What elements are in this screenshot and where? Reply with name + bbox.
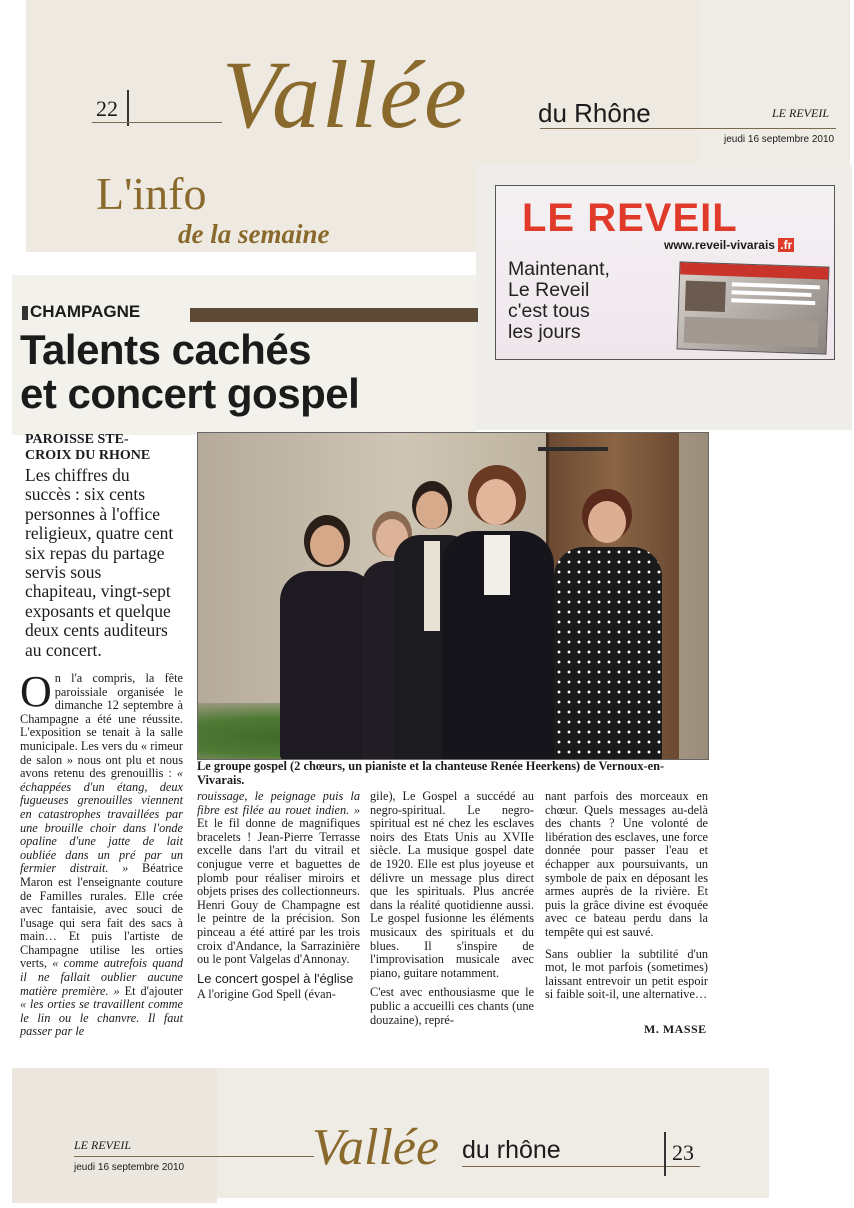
footer-page-number: 23 <box>672 1140 694 1165</box>
ad-url: www.reveil-vivarais <box>664 238 775 252</box>
rubric-label: CHAMPAGNE <box>30 302 141 321</box>
subheading: Le concert gospel à l'église <box>197 970 354 986</box>
footer-title-script: Vallée <box>312 1119 440 1176</box>
col4-text: Sans oublier la subtilité d'un mot, le mot parfois (sometimes) laissant entrevoir un petit espoir si faible soit-il, une alternative… <box>545 946 708 1002</box>
footer-clipping-left <box>12 1068 217 1203</box>
col1-text: Béatrice Maron est l'enseignante couture de Familles rurales. Elle crée avec fantaisie, avec souci de l'usage qui sera fait des sacs à main… Et puis l'artiste de Champagne utilise les orties verts, <box>20 861 184 971</box>
footer-rule-left <box>74 1156 314 1157</box>
photo-caption: Le groupe gospel (2 chœurs, un pianiste et la chanteuse Renée Heerkens) de Vernoux-en-Vivarais. <box>197 759 665 787</box>
gospel-group-photo[interactable] <box>197 432 709 760</box>
lead-text: Les chiffres du succès : six cents personnes à l'office religieux, quatre cent six repas du partage servis sous chapiteau, vingt-sept exposants et quelque deux cents auditeurs au concert. <box>25 465 174 660</box>
col1-quote: « comme autrefois quand il ne fallait oublier aucune matière première. » <box>20 956 183 998</box>
article-column-4 <box>545 790 708 1002</box>
footer-publication: LE REVEIL <box>74 1138 131 1152</box>
section-subtitle: de la semaine <box>178 219 330 249</box>
rubric-block <box>22 306 28 320</box>
reveil-ad[interactable] <box>495 185 835 360</box>
headline-line: Talents cachés <box>20 326 312 373</box>
kicker-line: PAROISSE STE- <box>25 432 129 447</box>
ad-slogan-line: Maintenant, <box>508 258 610 280</box>
col1-quote: « les orties se travaillent comme le lin ou le chanvre. Il faut passer par le <box>20 997 183 1039</box>
page-number-bar <box>127 90 129 126</box>
singer <box>438 465 558 760</box>
article-column-1 <box>20 667 184 1039</box>
col3-text: C'est avec enthousiasme que le public a accueilli ces chants (une douzaine), repré- <box>370 985 534 1027</box>
header-title-suffix: du Rhône <box>538 98 651 128</box>
ad-slogan-line: les jours <box>508 321 581 343</box>
ad-url-line <box>664 238 794 252</box>
col3-text: gile), Le Gospel a succédé au negro-spiritual. Le negro-spiritual est né chez les esclaves noirs des Etats Unis au XVIIe siècle. La musique gospel date de 1920. Elle est plus joyeuse et délivre un message plus direct que les spirituals. Plus ancrée dans la réalité quotidienne aussi. Le gospel fusionne les éléments musicaux des spirituals et du blues. Il s'inspire de l'improvisation musicale avec piano, guitare notamment. <box>370 789 534 980</box>
ad-website-screenshot <box>677 261 830 354</box>
header-date: jeudi 16 septembre 2010 <box>724 134 835 145</box>
headline <box>20 328 359 416</box>
footer-date: jeudi 16 septembre 2010 <box>74 1162 185 1173</box>
kicker-line: CROIX DU RHONE <box>25 448 151 463</box>
footer-page-bar <box>664 1132 666 1176</box>
signature: M. MASSE <box>644 1022 707 1036</box>
kicker <box>25 432 195 464</box>
ad-brand: LE REVEIL <box>522 196 738 240</box>
col4-text: nant parfois des morceaux en chœur. Quels messages au-delà des chants ? Une volonté de libération des esclaves, une force donnée pour passer l'eau et échapper aux poursuivants, un symbole de paix en déposant les armes auprès de la rivière. Et puis la grâce divine est évoquée avec ce bateau perdu dans la tempête qui est sauvé. <box>545 789 708 939</box>
header-rule-right <box>540 128 836 129</box>
rubric-rule <box>190 308 478 322</box>
ad-slogan <box>508 259 610 343</box>
ad-slogan-line: Le Reveil <box>508 279 590 301</box>
col2-text: Et le fil donne de magnifiques bracelets ! Jean-Pierre Terrasse excelle dans l'art du vitrail et conjugue verre et baguettes de plomb pour réaliser miroirs et objets prises des collectionneurs. Henri Gouy de Champagne est le peintre de la précision. Son pinceau a été attiré par les trois croix d'Andance, la Sarrazinière ou le pont Valgelas d'Annonay. <box>197 816 360 967</box>
page-number: 22 <box>96 96 118 121</box>
footer-title-suffix: du rhône <box>462 1136 561 1164</box>
ad-url-tld: .fr <box>780 238 793 252</box>
header-publication: LE REVEIL <box>772 106 829 120</box>
section-title: L'info <box>96 168 207 219</box>
col2-quote: rouissage, le peignage puis la fibre est filée au rouet indien. » <box>197 789 360 817</box>
article-column-3 <box>370 790 534 1027</box>
header-rule-left <box>92 122 222 123</box>
article-column-2 <box>197 790 360 1001</box>
col1-quote: « échappées d'un étang, deux fugueuses grenouilles viennent en catastrophes travaillées par une brouille choir dans l'onde opaline d'une jatte de lait oubliée dans un pré par un fermier distrait. » <box>20 766 184 876</box>
col2-text: A l'origine God Spell (évan- <box>197 986 336 1001</box>
singer <box>552 489 664 760</box>
col1-text: n l'a compris, la fête paroissiale organisée le dimanche 12 septembre à Champagne a été une réussite. L'exposition se tenait à la salle municipale. Les vers du « rimeur de salon » nous ont plu et nous avons retenu des grenouillis : <box>20 671 183 781</box>
ad-slogan-line: c'est tous <box>508 300 590 322</box>
drop-cap: O <box>20 667 52 716</box>
col1-text: Et d'ajouter <box>124 983 183 998</box>
headline-line: et concert gospel <box>20 370 360 417</box>
header-title-script: Vallée <box>222 41 469 148</box>
